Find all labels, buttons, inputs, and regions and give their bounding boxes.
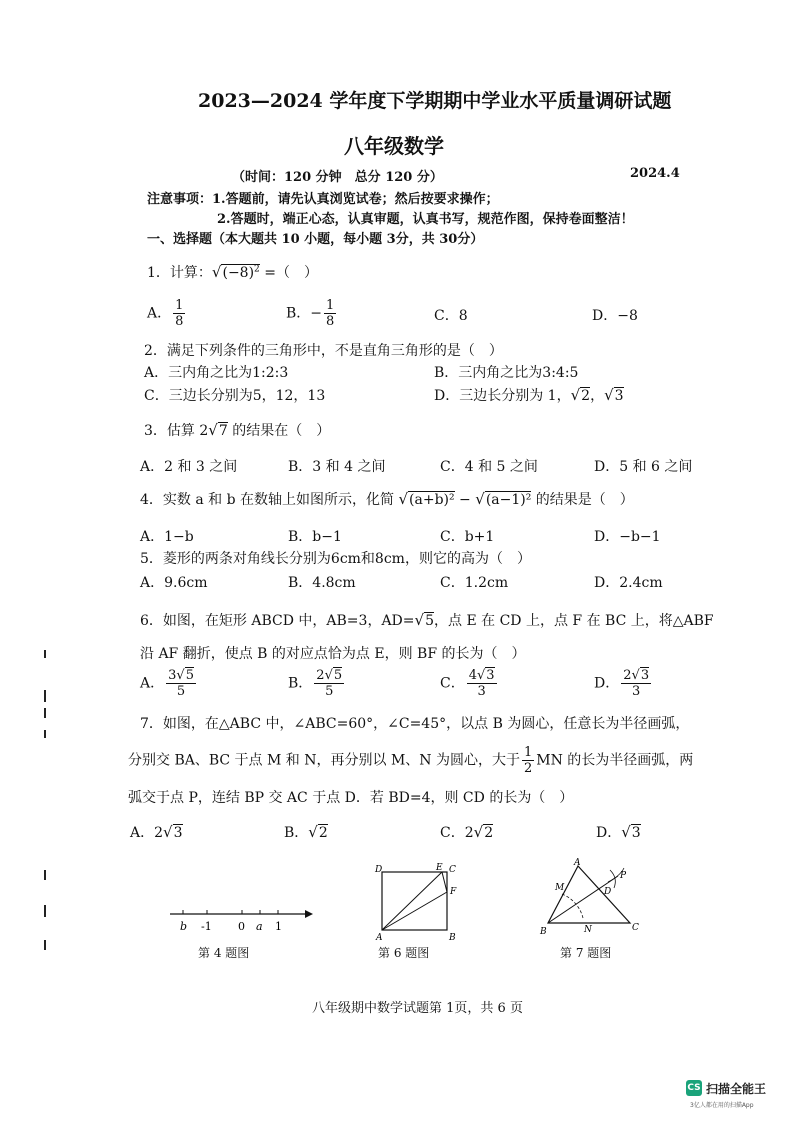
- label-N: N: [584, 925, 592, 935]
- q1-option-c: C．8: [434, 308, 468, 324]
- sqrt-sign: √: [475, 490, 485, 508]
- label-zero: 0: [238, 920, 245, 933]
- q1-option-a: [147, 298, 187, 329]
- sqrt-sign: √: [414, 611, 425, 629]
- sqrt-sign: √: [208, 421, 218, 439]
- label-A: A: [376, 933, 383, 942]
- radicand: 3: [640, 668, 650, 683]
- scan-mark: [44, 730, 46, 738]
- scan-mark: [44, 870, 46, 880]
- q7-line3: 弧交于点 P，连结 BP 交 AC 于点 D．若 BD=4，则 CD 的长为（ ）: [128, 790, 574, 806]
- label-b: b: [180, 920, 188, 933]
- q3-option-a: A．2 和 3 之间: [140, 459, 238, 475]
- radicand: 2: [318, 825, 328, 841]
- segment-ae: [382, 872, 442, 930]
- q2-option-d: [434, 385, 624, 405]
- radicand: 2: [581, 388, 591, 404]
- option-text: C．2: [440, 825, 474, 841]
- denominator: 8: [326, 314, 335, 329]
- segment-ef: [442, 872, 447, 892]
- radicand: 5: [425, 613, 434, 629]
- scan-mark: [44, 905, 46, 917]
- q5-option-b: B．4.8cm: [288, 575, 356, 591]
- minus-sign: −: [310, 305, 323, 322]
- q3-stem: [144, 420, 330, 440]
- q1-radicand: [221, 264, 259, 281]
- sqrt-sign: √: [473, 823, 484, 841]
- q2-option-c: C．三边长分别为5，12，13: [144, 388, 326, 404]
- label-M: M: [555, 883, 565, 893]
- q3-prefix: 3．估算 2: [144, 423, 209, 439]
- q6-suffix: ，点 E 在 CD 上，点 F 在 BC 上，将△ABF: [434, 613, 714, 629]
- q1-exponent: 2: [254, 264, 260, 275]
- radicand: 3: [614, 388, 624, 404]
- denominator: 3: [632, 684, 641, 699]
- coef: 3: [168, 668, 177, 683]
- separator: ，: [590, 388, 605, 404]
- figure-7-caption: 第 7 题图: [560, 946, 612, 960]
- q7-line1: 7．如图，在△ABC 中，∠ABC=60°，∠C=45°，以点 B 为圆心，任意长为半径画弧，: [140, 716, 690, 732]
- q2-option-b: B．三内角之比为3:4:5: [434, 365, 579, 381]
- label-F: F: [450, 887, 457, 897]
- sqrt-sign: √: [621, 823, 631, 841]
- radicand: 5: [333, 668, 343, 683]
- fraction: [314, 668, 344, 699]
- option-text: B．: [284, 825, 309, 841]
- option-label: A．: [147, 305, 172, 322]
- fraction: [621, 668, 651, 699]
- sqrt-sign: √: [211, 263, 222, 281]
- camscanner-logo-icon: CS: [686, 1080, 702, 1096]
- q6-line1: [140, 610, 714, 630]
- fraction: [166, 668, 196, 699]
- time-info: （时间：120 分钟 总分 120 分）: [232, 170, 443, 185]
- q6-option-d: [594, 668, 653, 699]
- denominator: 5: [325, 684, 334, 699]
- numerator: 2√3: [623, 668, 650, 683]
- notice-line2: 2.答题时，端正心态，认真审题，认真书写，规范作图，保持卷面整洁！: [217, 212, 634, 227]
- exam-title: 2023—2024 学年度下学期期中学业水平质量调研试题: [198, 90, 672, 112]
- denominator: 5: [176, 684, 186, 699]
- q7-option-c: [440, 822, 493, 842]
- q2-stem: 2．满足下列条件的三角形中，不是直角三角形的是（ ）: [144, 343, 503, 359]
- q1-suffix: =（ ）: [259, 265, 318, 281]
- radicand: 2: [484, 825, 494, 841]
- q7-option-b: [284, 822, 328, 842]
- fraction: [173, 298, 185, 329]
- q4-option-c: C．b+1: [440, 529, 495, 545]
- coef: 2: [316, 668, 325, 683]
- camscanner-tagline: 3亿人都在用的扫描App: [690, 1102, 754, 1109]
- q4-option-d: D．−b−1: [594, 529, 661, 545]
- numerator: 4√3: [468, 668, 495, 683]
- radicand: (a−1)²: [485, 492, 532, 508]
- label-one: 1: [275, 920, 282, 933]
- exam-date: 2024.4: [630, 166, 680, 181]
- sqrt-sign: √: [398, 490, 409, 508]
- figure-6-caption: 第 6 题图: [378, 946, 430, 960]
- option-text: A．2: [130, 825, 164, 841]
- q1-stem: [147, 262, 318, 282]
- label-C: C: [449, 865, 456, 875]
- q5-option-d: D．2.4cm: [594, 575, 663, 591]
- label-a: a: [256, 920, 263, 933]
- radicand: 3: [173, 825, 183, 841]
- sqrt-sign: √: [570, 386, 581, 404]
- q3-option-c: C．4 和 5 之间: [440, 459, 538, 475]
- radicand: 5: [185, 668, 194, 683]
- q6-option-a: [140, 668, 198, 699]
- q7-option-a: [130, 822, 183, 842]
- q6-line2: 沿 AF 翻折，使点 B 的对应点恰为点 E，则 BF 的长为（ ）: [140, 646, 526, 662]
- q1-option-d: D．−8: [592, 308, 638, 324]
- segment-af: [382, 892, 447, 930]
- radicand: 7: [218, 423, 228, 439]
- scan-mark: [44, 940, 46, 950]
- q5-option-a: A．9.6cm: [140, 575, 208, 591]
- option-label: D．: [594, 675, 620, 692]
- option-text: D．: [596, 825, 622, 841]
- subject-title: 八年级数学: [344, 134, 444, 158]
- scan-mark: [44, 708, 46, 718]
- option-label: A．: [140, 675, 165, 692]
- fraction-half: [522, 745, 534, 776]
- label-D: D: [604, 887, 612, 897]
- q1-radicand-text: (−8): [222, 265, 255, 281]
- fraction: [467, 668, 497, 699]
- q4-option-b: B．b−1: [288, 529, 342, 545]
- q1-prefix: 1．计算：: [147, 265, 212, 281]
- label-minus-one: -1: [201, 920, 212, 933]
- scan-mark: [44, 690, 46, 702]
- rect-abcd: [382, 872, 447, 930]
- q4-suffix: 的结果是（ ）: [531, 492, 634, 508]
- q3-option-b: B．3 和 4 之间: [288, 459, 386, 475]
- coef: 2: [623, 668, 632, 683]
- q4-prefix: 4．实数 a 和 b 在数轴上如图所示，化简: [140, 492, 399, 508]
- q7-line2-prefix: 分别交 BA、BC 于点 M 和 N，再分别以 M、N 为圆心，大于: [128, 752, 520, 769]
- q3-option-d: D．5 和 6 之间: [594, 459, 693, 475]
- figure-6-rectangle: [372, 862, 462, 942]
- radicand: 3: [486, 668, 495, 683]
- q4-option-a: A．1−b: [140, 529, 194, 545]
- denominator: 2: [523, 761, 533, 776]
- option-label: C．: [440, 675, 465, 692]
- sqrt-sign: √: [308, 823, 318, 841]
- radicand: 3: [631, 825, 641, 841]
- q6-option-c: [440, 668, 499, 699]
- denominator: 8: [175, 314, 184, 329]
- q4-stem: [140, 489, 634, 509]
- q7-line2: [128, 745, 693, 776]
- figure-7-triangle: [538, 858, 648, 938]
- numerator: 1: [523, 745, 533, 760]
- label-A: A: [574, 858, 581, 868]
- q7-option-d: [596, 822, 641, 842]
- label-E: E: [436, 863, 443, 873]
- fraction: [324, 298, 336, 329]
- option-label: B．: [288, 675, 313, 692]
- page-footer: 八年级期中数学试题第 1页，共 6 页: [312, 1001, 523, 1016]
- q7-line2-suffix: MN 的长为半径画弧，两: [536, 752, 694, 769]
- sqrt-sign: √: [163, 823, 173, 841]
- section1-heading: 一、选择题（本大题共 10 小题，每小题 3分，共 30分）: [147, 232, 484, 247]
- q5-option-c: C．1.2cm: [440, 575, 509, 591]
- figure-4-number-line: [165, 900, 315, 940]
- numerator: 1: [326, 298, 335, 313]
- q1-option-b: [286, 298, 338, 329]
- label-B: B: [540, 927, 547, 937]
- label-C: C: [632, 923, 639, 933]
- label-D: D: [375, 865, 383, 875]
- camscanner-name: 扫描全能王: [706, 1082, 767, 1096]
- label-P: P: [620, 871, 627, 881]
- notice-label: 注意事项：: [147, 192, 213, 207]
- option-label: B．: [286, 305, 311, 322]
- q5-stem: 5．菱形的两条对角线长分别为6cm和8cm，则它的高为（ ）: [140, 551, 531, 567]
- notice-text1: 1.答题前，请先认真浏览试卷；然后按要求操作；: [212, 192, 499, 207]
- sqrt-sign: √: [604, 386, 614, 404]
- q3-suffix: 的结果在（ ）: [227, 423, 331, 439]
- q2-option-a: A．三内角之比为1:2:3: [144, 365, 289, 381]
- notice-line1: [147, 188, 499, 207]
- denominator: 3: [477, 684, 486, 699]
- q2-d-prefix: D．三边长分别为 1，: [434, 388, 571, 404]
- scan-mark: [44, 650, 46, 658]
- label-B: B: [449, 933, 456, 942]
- numerator: 2√5: [316, 668, 343, 683]
- radicand: (a+b)²: [409, 492, 455, 508]
- numerator: 1: [175, 298, 184, 313]
- minus-sign: −: [454, 492, 476, 508]
- q6-prefix: 6．如图，在矩形 ABCD 中，AB=3，AD=: [140, 613, 415, 629]
- arrow-head: [305, 910, 313, 918]
- coef: 4: [468, 668, 477, 683]
- numerator: 3√5: [168, 668, 194, 683]
- q6-option-b: [288, 668, 346, 699]
- figure-4-caption: 第 4 题图: [198, 946, 250, 960]
